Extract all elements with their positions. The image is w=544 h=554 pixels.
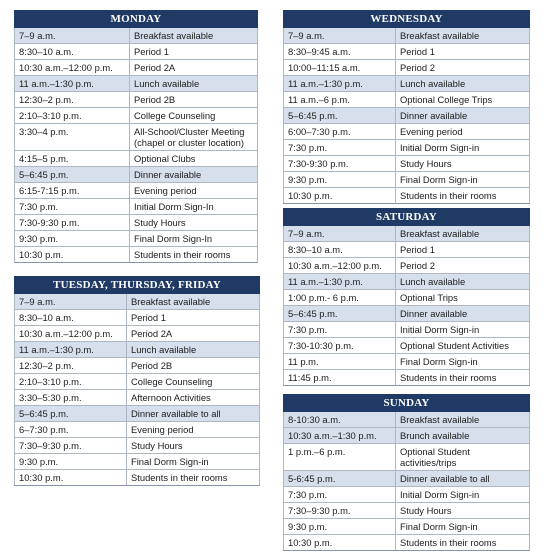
activity-cell: College Counseling xyxy=(130,108,258,124)
schedule-row xyxy=(284,92,530,108)
activity-cell: Initial Dorm Sign-in xyxy=(396,487,530,503)
schedule-row xyxy=(284,156,530,172)
activity-cell: Period 1 xyxy=(130,44,258,60)
activity-cell: Study Hours xyxy=(127,438,260,454)
activity-cell: Dinner available xyxy=(396,306,530,322)
time-cell: 7:30 p.m. xyxy=(284,140,396,156)
schedule-row xyxy=(284,487,530,503)
time-cell: 9:30 p.m. xyxy=(15,454,127,470)
time-cell: 3:30–5:30 p.m. xyxy=(15,390,127,406)
schedule-row xyxy=(284,444,530,471)
time-cell: 11 p.m. xyxy=(284,354,396,370)
time-cell: 10:30 a.m.–1:30 p.m. xyxy=(284,428,396,444)
schedule-row xyxy=(284,172,530,188)
time-cell: 10:30 a.m.–12:00 p.m. xyxy=(15,60,130,76)
time-cell: 10:30 p.m. xyxy=(15,470,127,486)
activity-cell: Breakfast available xyxy=(396,226,530,242)
activity-cell: Brunch available xyxy=(396,428,530,444)
schedule-row xyxy=(284,258,530,274)
activity-cell: Period 2 xyxy=(396,258,530,274)
activity-cell: Dinner available to all xyxy=(127,406,260,422)
activity-cell: Dinner available xyxy=(396,108,530,124)
activity-cell: Dinner available xyxy=(130,167,258,183)
time-cell: 5-6:45 p.m. xyxy=(284,471,396,487)
schedule-row xyxy=(15,358,260,374)
activity-cell: Students in their rooms xyxy=(396,535,530,551)
time-cell: 1:00 p.m.- 6 p.m. xyxy=(284,290,396,306)
schedule-row xyxy=(284,140,530,156)
schedule-row xyxy=(284,274,530,290)
activity-cell: Final Dorm Sign-in xyxy=(396,172,530,188)
schedule-row xyxy=(15,151,258,167)
schedule-row xyxy=(284,519,530,535)
schedule-row xyxy=(15,231,258,247)
schedule-row xyxy=(15,167,258,183)
time-cell: 7:30 p.m. xyxy=(284,487,396,503)
schedule-row xyxy=(284,226,530,242)
activity-cell: Optional Student activities/trips xyxy=(396,444,530,471)
activity-cell: Final Dorm Sign-in xyxy=(396,354,530,370)
schedule-row xyxy=(15,310,260,326)
monday-title: MONDAY xyxy=(15,11,258,28)
activity-cell: Students in their rooms xyxy=(396,370,530,386)
activity-cell: Evening period xyxy=(396,124,530,140)
activity-cell: Period 2 xyxy=(396,60,530,76)
saturday-schedule-table xyxy=(283,208,530,386)
activity-cell: Optional College Trips xyxy=(396,92,530,108)
time-cell: 9:30 p.m. xyxy=(284,519,396,535)
time-cell: 10:30 p.m. xyxy=(284,535,396,551)
time-cell: 3:30–4 p.m. xyxy=(15,124,130,151)
activity-cell: Lunch available xyxy=(396,274,530,290)
schedule-row xyxy=(284,124,530,140)
time-cell: 1 p.m.–6 p.m. xyxy=(284,444,396,471)
schedule-row xyxy=(15,124,258,151)
activity-cell: Optional Clubs xyxy=(130,151,258,167)
schedule-row xyxy=(15,215,258,231)
time-cell: 8:30–10 a.m. xyxy=(15,310,127,326)
time-cell: 11 a.m.–1:30 p.m. xyxy=(284,274,396,290)
schedule-row xyxy=(15,422,260,438)
schedule-row xyxy=(284,290,530,306)
time-cell: 12:30–2 p.m. xyxy=(15,92,130,108)
schedule-row xyxy=(15,92,258,108)
activity-cell: Lunch available xyxy=(396,76,530,92)
schedule-row xyxy=(284,108,530,124)
time-cell: 12:30–2 p.m. xyxy=(15,358,127,374)
activity-cell: Study Hours xyxy=(396,156,530,172)
schedule-row xyxy=(15,374,260,390)
monday-schedule-table xyxy=(14,10,258,263)
time-cell: 6:15-7:15 p.m. xyxy=(15,183,130,199)
schedule-row xyxy=(15,406,260,422)
activity-cell: Final Dorm Sign-In xyxy=(130,231,258,247)
time-cell: 7:30-10:30 p.m. xyxy=(284,338,396,354)
activity-cell: Students in their rooms xyxy=(127,470,260,486)
time-cell: 9:30 p.m. xyxy=(284,172,396,188)
activity-cell: All-School/Cluster Meeting (chapel or cluster location) xyxy=(130,124,258,151)
time-cell: 7–9 a.m. xyxy=(15,28,130,44)
schedule-row xyxy=(15,294,260,310)
time-cell: 10:30 a.m.–12:00 p.m. xyxy=(284,258,396,274)
schedule-row xyxy=(284,322,530,338)
activity-cell: Period 1 xyxy=(396,44,530,60)
time-cell: 7–9 a.m. xyxy=(284,28,396,44)
wednesday-schedule-table xyxy=(283,10,530,204)
schedule-row xyxy=(15,108,258,124)
time-cell: 8:30–9:45 a.m. xyxy=(284,44,396,60)
time-cell: 10:30 a.m.–12:00 p.m. xyxy=(15,326,127,342)
activity-cell: Lunch available xyxy=(127,342,260,358)
schedule-row xyxy=(284,428,530,444)
activity-cell: Evening period xyxy=(130,183,258,199)
schedule-row xyxy=(15,44,258,60)
schedule-row xyxy=(284,503,530,519)
schedule-row xyxy=(15,76,258,92)
schedule-row xyxy=(284,412,530,428)
schedule-row xyxy=(284,188,530,204)
activity-cell: Final Dorm Sign-in xyxy=(396,519,530,535)
schedule-row xyxy=(284,338,530,354)
time-cell: 7:30-9:30 p.m. xyxy=(284,156,396,172)
activity-cell: Afternoon Activities xyxy=(127,390,260,406)
time-cell: 7:30 p.m. xyxy=(15,199,130,215)
sunday-title: SUNDAY xyxy=(284,395,530,412)
schedule-row xyxy=(284,44,530,60)
time-cell: 7:30–9:30 p.m. xyxy=(15,438,127,454)
time-cell: 11 a.m.–6 p.m. xyxy=(284,92,396,108)
sunday-schedule-table xyxy=(283,394,530,551)
schedule-row xyxy=(284,76,530,92)
activity-cell: College Counseling xyxy=(127,374,260,390)
saturday-title: SATURDAY xyxy=(284,209,530,226)
time-cell: 7–9 a.m. xyxy=(15,294,127,310)
time-cell: 7:30 p.m. xyxy=(284,322,396,338)
activity-cell: Period 2B xyxy=(130,92,258,108)
schedule-row xyxy=(284,60,530,76)
time-cell: 5–6:45 p.m. xyxy=(15,167,130,183)
time-cell: 7:30-9:30 p.m. xyxy=(15,215,130,231)
schedule-row xyxy=(284,370,530,386)
schedule-row xyxy=(15,60,258,76)
activity-cell: Breakfast available xyxy=(130,28,258,44)
schedule-row xyxy=(15,326,260,342)
time-cell: 2:10–3:10 p.m. xyxy=(15,374,127,390)
schedule-row xyxy=(15,390,260,406)
activity-cell: Students in their rooms xyxy=(130,247,258,263)
time-cell: 4:15–5 p.m. xyxy=(15,151,130,167)
time-cell: 11 a.m.–1:30 p.m. xyxy=(15,76,130,92)
schedule-row xyxy=(15,247,258,263)
activity-cell: Breakfast available xyxy=(396,28,530,44)
time-cell: 8:30–10 a.m. xyxy=(284,242,396,258)
activity-cell: Lunch available xyxy=(130,76,258,92)
activity-cell: Optional Trips xyxy=(396,290,530,306)
activity-cell: Period 2A xyxy=(130,60,258,76)
activity-cell: Period 2A xyxy=(127,326,260,342)
activity-cell: Initial Dorm Sign-In xyxy=(130,199,258,215)
activity-cell: Study Hours xyxy=(130,215,258,231)
time-cell: 5–6:45 p.m. xyxy=(284,108,396,124)
schedule-row xyxy=(15,183,258,199)
time-cell: 11 a.m.–1:30 p.m. xyxy=(284,76,396,92)
time-cell: 10:30 p.m. xyxy=(15,247,130,263)
activity-cell: Period 2B xyxy=(127,358,260,374)
activity-cell: Initial Dorm Sign-in xyxy=(396,322,530,338)
time-cell: 5–6:45 p.m. xyxy=(15,406,127,422)
activity-cell: Breakfast available xyxy=(127,294,260,310)
tue-thu-fri-title: TUESDAY, THURSDAY, FRIDAY xyxy=(15,277,260,294)
activity-cell: Initial Dorm Sign-in xyxy=(396,140,530,156)
schedule-row xyxy=(15,470,260,486)
time-cell: 6–7:30 p.m. xyxy=(15,422,127,438)
time-cell: 11:45 p.m. xyxy=(284,370,396,386)
tue-thu-fri-schedule-table xyxy=(14,276,260,486)
schedule-row xyxy=(284,242,530,258)
time-cell: 7:30–9:30 p.m. xyxy=(284,503,396,519)
schedule-row xyxy=(284,535,530,551)
activity-cell: Evening period xyxy=(127,422,260,438)
activity-cell: Breakfast available xyxy=(396,412,530,428)
time-cell: 8:30–10 a.m. xyxy=(15,44,130,60)
activity-cell: Study Hours xyxy=(396,503,530,519)
schedule-row xyxy=(284,306,530,322)
activity-cell: Period 1 xyxy=(396,242,530,258)
schedule-row xyxy=(15,199,258,215)
activity-cell: Optional Student Activities xyxy=(396,338,530,354)
activity-cell: Period 1 xyxy=(127,310,260,326)
schedule-row xyxy=(15,28,258,44)
time-cell: 9:30 p.m. xyxy=(15,231,130,247)
time-cell: 11 a.m.–1:30 p.m. xyxy=(15,342,127,358)
schedule-row xyxy=(284,354,530,370)
schedule-row xyxy=(284,28,530,44)
schedule-row xyxy=(284,471,530,487)
time-cell: 5–6:45 p.m. xyxy=(284,306,396,322)
time-cell: 8-10:30 a.m. xyxy=(284,412,396,428)
wednesday-title: WEDNESDAY xyxy=(284,11,530,28)
activity-cell: Final Dorm Sign-in xyxy=(127,454,260,470)
time-cell: 6:00–7:30 p.m. xyxy=(284,124,396,140)
time-cell: 10:00–11:15 a.m. xyxy=(284,60,396,76)
schedule-row xyxy=(15,342,260,358)
time-cell: 7–9 a.m. xyxy=(284,226,396,242)
activity-cell: Dinner available to all xyxy=(396,471,530,487)
activity-cell: Students in their rooms xyxy=(396,188,530,204)
time-cell: 10:30 p.m. xyxy=(284,188,396,204)
schedule-row xyxy=(15,438,260,454)
schedule-row xyxy=(15,454,260,470)
time-cell: 2:10–3:10 p.m. xyxy=(15,108,130,124)
